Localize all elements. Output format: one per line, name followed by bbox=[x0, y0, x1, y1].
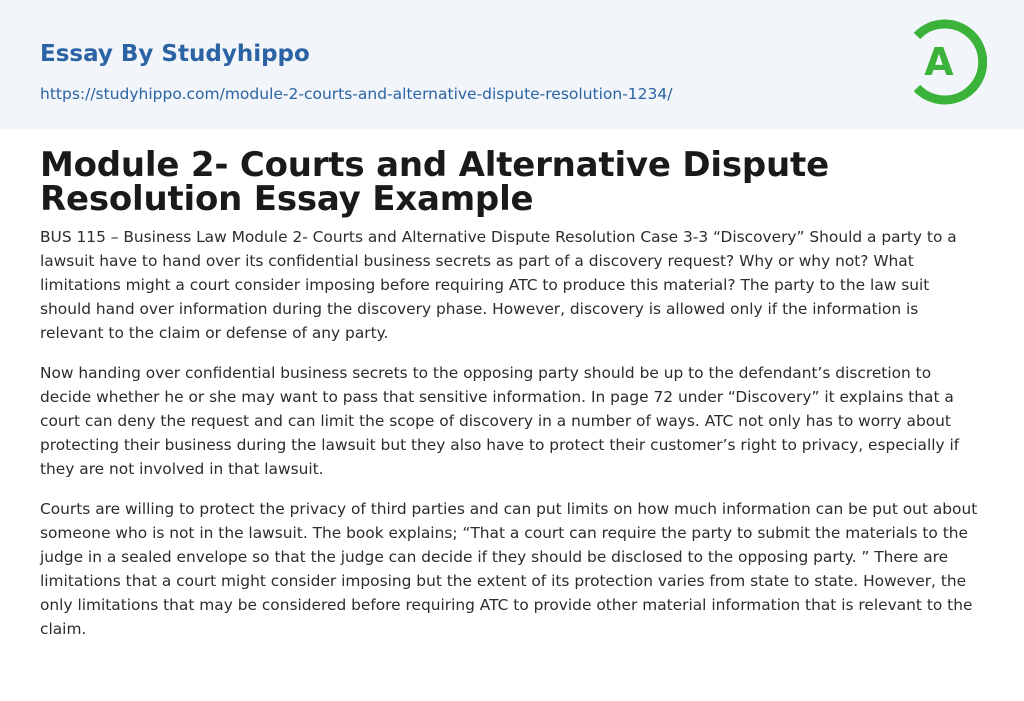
paragraph-3: Courts are willing to protect the privacy of third parties and can put limits on how much information can be put out about someone who is not in the lawsuit. The book explains; “That a court can require the party to submit the materials to the judge in a sealed envelope so that the judge can decide if they should be disclosed to the opposing party. ” There are limitations that a court might consider imposing but the extent of its protection varies from state to state. However, the only limitations that may be considered before requiring ATC to provide other material information that is relevant to the claim. bbox=[40, 500, 978, 638]
studyhippo-logo-icon[interactable] bbox=[905, 18, 987, 106]
source-url-link[interactable]: https://studyhippo.com/module-2-courts-and-alternative-dispute-resolution-1234/ bbox=[40, 85, 673, 103]
site-header bbox=[0, 0, 1024, 129]
article bbox=[40, 145, 984, 657]
site-brand[interactable]: Essay By Studyhippo bbox=[40, 41, 310, 67]
paragraph-2: Now handing over confidential business secrets to the opposing party should be up to the defendant’s discretion to decide whether he or she may want to pass that sensitive information. In page 72 under “Discovery” it explains that a court can deny the request and can limit the scope of discovery in a number of ways. ATC not only has to worry about protecting their business during the lawsuit but they also have to protect their customer’s right to privacy, especially if they are not involved in that lawsuit. bbox=[40, 364, 960, 478]
page-title: Module 2- Courts and Alternative Dispute Resolution Essay Example bbox=[40, 145, 829, 219]
paragraph-1: BUS 115 – Business Law Module 2- Courts and Alternative Dispute Resolution Case 3-3 “Discovery” Should a party to a lawsuit have to hand over its confidential business secrets as part of a discovery request? Why or why not? What limitations might a court consider imposing before requiring ATC to produce this material? The party to the law suit should hand over information during the discovery phase. However, discovery is allowed only if the information is relevant to the claim or defense of any party. bbox=[40, 228, 957, 342]
logo-letter: A bbox=[924, 40, 954, 84]
